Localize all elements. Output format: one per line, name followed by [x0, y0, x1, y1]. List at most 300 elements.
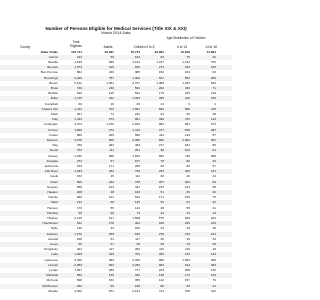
county-cell: Davison — [46, 137, 58, 142]
age-6-13-cell: 189 — [158, 221, 164, 226]
age-14-18-cell: 66 — [186, 111, 190, 116]
adults-cell: 329 — [108, 252, 114, 257]
adults-cell: 66 — [110, 283, 114, 288]
age-14-18-cell: 6 — [188, 101, 190, 106]
total-eligibles-cell: 208 — [76, 189, 82, 194]
children-0-5-cell: 771 — [134, 267, 140, 272]
age-14-18-cell: 274 — [184, 252, 190, 257]
adults-cell: 145 — [108, 91, 114, 96]
adults-cell: 67 — [110, 158, 114, 163]
county-cell: Corson — [48, 127, 58, 132]
adults-header: Adults — [103, 45, 113, 49]
total-eligibles-cell: 766 — [76, 143, 82, 148]
age-14-18-cell: 61 — [186, 200, 190, 205]
adults-cell: 27 — [110, 241, 114, 246]
age-14-18-cell: 591 — [184, 75, 190, 80]
age-14-18-cell: 202 — [184, 179, 190, 184]
total-eligibles-cell: 1,074 — [74, 65, 82, 70]
county-cell: Campbell — [44, 101, 58, 106]
county-cell: Bon Homme — [40, 70, 58, 75]
children-0-5-cell: 105 — [134, 226, 140, 231]
age-19-plus-cell: 33 — [212, 236, 216, 241]
total-eligibles-cell: 800 — [76, 179, 82, 184]
age-6-13-cell: 346 — [158, 117, 164, 122]
age-6-13-cell: 884 — [158, 122, 164, 127]
age-14-18-cell: 69 — [186, 189, 190, 194]
total-eligibles-cell: 3,073 — [74, 122, 82, 127]
age-19-plus-cell: 149 — [210, 91, 216, 96]
age-19-plus-cell: 4 — [214, 101, 216, 106]
county-cell: Haakon — [47, 189, 58, 194]
county-cell: Brookings — [44, 75, 58, 80]
adults-cell: 242 — [108, 179, 114, 184]
children-0-5-cell: 3,767 — [132, 80, 140, 85]
total-eligibles-cell: 562 — [76, 273, 82, 278]
total-eligibles-cell: 669 — [76, 195, 82, 200]
age-19-plus-cell: 24 — [212, 174, 216, 179]
total-eligibles-cell: 3,002 — [74, 288, 82, 293]
adults-cell: 117 — [109, 247, 114, 252]
children-0-5-cell: 533 — [134, 195, 140, 200]
county-cell: Beadle — [48, 59, 58, 64]
county-cell: Hughes — [47, 215, 58, 220]
age-19-plus-cell: 130 — [210, 267, 216, 272]
adults-cell: 59 — [110, 54, 114, 59]
age-14-18-cell: 546 — [184, 127, 190, 132]
total-eligibles-cell: 642 — [76, 221, 82, 226]
total-eligibles-cell: 864 — [76, 70, 82, 75]
age-6-13-cell: 48 — [160, 205, 164, 210]
total-eligibles-cell: 95 — [78, 241, 82, 246]
total-eligibles-cell: 2,953 — [74, 262, 82, 267]
adults-cell: 153 — [108, 278, 114, 283]
adults-cell: 120 — [108, 273, 114, 278]
age-19-plus-cell: 373 — [210, 122, 216, 127]
adults-cell: 1,301 — [106, 80, 114, 85]
adults-cell: 45 — [110, 174, 114, 179]
adults-cell: 1,070 — [106, 122, 114, 127]
children-0-5-cell: 222 — [134, 111, 140, 116]
total-eligibles-cell: 179 — [76, 205, 82, 210]
adults-cell: 178 — [108, 221, 114, 226]
adults-cell: 16 — [110, 101, 114, 106]
age-6-13-cell: 908 — [158, 257, 164, 262]
adults-cell: 240 — [108, 85, 114, 90]
children-0-5-cell: 2,183 — [132, 122, 140, 127]
age-6-13-cell: 163 — [158, 184, 164, 189]
county-cell: Clay — [51, 117, 58, 122]
age-14-18-cell: 372 — [184, 117, 190, 122]
age-19-plus-cell: 71 — [212, 85, 216, 90]
county-cell: Marshall — [46, 273, 58, 278]
age-6-13-cell: 377 — [158, 127, 164, 132]
total-eligibles-cell: 213 — [76, 200, 82, 205]
age-19-plus-cell: 85 — [212, 143, 216, 148]
county-cell: Brule — [50, 85, 58, 90]
children-0-5-cell: 261 — [134, 148, 140, 153]
age-19-plus-cell: 19 — [212, 210, 216, 215]
adults-cell: 255 — [108, 231, 114, 236]
children-0-5-cell: 478 — [134, 179, 140, 184]
adults-cell: 286 — [108, 267, 114, 272]
age-19-plus-cell: 69 — [212, 179, 216, 184]
age-6-13-cell: 51 — [160, 189, 164, 194]
county-cell: Lawrence — [44, 257, 58, 262]
total-eligibles-cell: 2,311 — [74, 106, 82, 111]
age-19-plus-cell: 61 — [212, 148, 216, 153]
age-group-header: Age Distribution of Children — [166, 36, 206, 40]
age-6-13-cell: 411 — [159, 132, 164, 137]
age-19-plus-cell: 57 — [212, 132, 216, 137]
age-14-18-cell: 609 — [184, 215, 190, 220]
age-14-18-cell: 169 — [184, 195, 190, 200]
total-eligibles-cell: 5,102 — [74, 80, 82, 85]
children-0-5-cell: 815 — [134, 231, 140, 236]
adults-cell: 442 — [108, 96, 114, 101]
age-14-18-cell: 102 — [184, 148, 190, 153]
age-6-13-cell: 171 — [158, 195, 164, 200]
children-0-5-cell: 580 — [134, 132, 140, 137]
children-0-5-cell: 208 — [134, 163, 140, 168]
children-0-5-cell: 464 — [134, 221, 140, 226]
age-14-18-cell: 978 — [184, 288, 190, 293]
children-0-5-cell: 700 — [134, 252, 140, 257]
children-0-5-cell: 45 — [136, 101, 140, 106]
total-eligibles-cell: 2,246 — [74, 75, 82, 80]
report-title: Number of Persons Eligible for Medical Services (Title XIX & XXI) — [45, 26, 187, 31]
age-19-plus-cell: 324 — [210, 215, 216, 220]
children-0-5-cell: 2,396 — [132, 137, 140, 142]
age-19-plus-cell: 63 — [212, 70, 216, 75]
age-6-13-cell: 78 — [160, 158, 164, 163]
adults-cell: 871 — [108, 288, 114, 293]
total-eligibles-cell: 4,545 — [74, 59, 82, 64]
age-14-18-cell: 69 — [186, 283, 190, 288]
adults-cell: 171 — [108, 163, 114, 168]
county-cell: Grant — [50, 179, 58, 184]
age-19-plus-cell: 146 — [210, 117, 216, 122]
age-6-13-cell: 278 — [158, 231, 164, 236]
age-6-13-cell: 202 — [158, 85, 164, 90]
age-6-13-cell: 175 — [158, 91, 164, 96]
age-19-plus-cell: 21 — [212, 205, 216, 210]
county-cell: State Totals — [40, 49, 58, 54]
children-0-5-cell: 2,131 — [132, 288, 140, 293]
total-eligibles-cell: 401 — [76, 247, 82, 252]
age-6-13-cell: 1,389 — [156, 80, 164, 85]
children-0-5-cell: 117 — [135, 236, 140, 241]
county-cell: Deuel — [49, 148, 58, 153]
age-14-18-cell: 23 — [186, 241, 190, 246]
age-6-13-cell: 892 — [158, 137, 164, 142]
age-6-13-cell: 152 — [158, 70, 164, 75]
age-19-plus-cell: 383 — [210, 262, 216, 267]
county-cell: Jackson — [46, 231, 58, 236]
age-6-13-cell: 1,017 — [156, 59, 164, 64]
total-eligibles-cell: 749 — [76, 85, 82, 90]
county-cell: Meade — [48, 288, 58, 293]
age-14-18-cell: 34 — [186, 226, 190, 231]
age-14-18-cell: 31 — [186, 210, 190, 215]
adults-cell: 26 — [110, 210, 114, 215]
adults-cell: 372 — [108, 127, 114, 132]
adults-cell: 334 — [108, 169, 114, 174]
age-19-plus-cell: 75 — [212, 195, 216, 200]
children-0-5-cell: 709 — [134, 169, 140, 174]
age-14-18-cell: 55 — [186, 205, 190, 210]
age-19-plus-cell: 412 — [210, 288, 216, 293]
age-19-plus-cell: 20 — [212, 241, 216, 246]
adults-cell: 419 — [108, 65, 114, 70]
county-cell: Faulk — [50, 174, 58, 179]
adults-cell: 819 — [108, 137, 114, 142]
county-cell: Edmunds — [44, 163, 58, 168]
total-eligibles-cell: 2,232 — [74, 153, 82, 158]
age-14-18-cell: 82 — [186, 163, 190, 168]
adults-cell: 757 — [108, 75, 114, 80]
age-6-13-cell: 233 — [158, 169, 164, 174]
age-19-plus-cell: 85 — [212, 184, 216, 189]
age-14-18-cell: 343 — [184, 65, 190, 70]
total-eligibles-cell: 262 — [76, 283, 82, 288]
children-0-5-cell: 284 — [134, 247, 140, 252]
county-cell: Hyde — [50, 226, 58, 231]
county-cell: Hand — [50, 200, 58, 205]
age-6-13-cell: 138 — [158, 273, 164, 278]
age-19-plus-cell: 165 — [210, 96, 216, 101]
age-6-13-cell: 556 — [158, 106, 164, 111]
age-19-plus-cell: 106 — [210, 65, 216, 70]
county-cell: Aurora — [48, 54, 58, 59]
adults-cell: 193 — [108, 184, 114, 189]
adults-cell: 246 — [108, 70, 114, 75]
age-6-13-cell: 116 — [159, 247, 164, 252]
age-14-18-cell: 191 — [184, 184, 190, 189]
total-eligibles-cell: 319 — [76, 163, 82, 168]
county-cell: Fall River — [44, 169, 58, 174]
age-19-plus-cell: 76 — [212, 278, 216, 283]
total-eligibles-cell: 267 — [76, 111, 82, 116]
age-14-18-cell: 12,810 — [180, 49, 190, 54]
children-0-5-cell: 483 — [134, 143, 140, 148]
age-6-13-cell: 292 — [158, 252, 164, 257]
children-0-5-cell: 385 — [134, 70, 140, 75]
age-19-plus-cell: 484 — [210, 257, 216, 262]
adults-cell: 960 — [108, 59, 114, 64]
children-0-5-cell: 1,567 — [132, 106, 140, 111]
total-eligibles-cell: 1,043 — [74, 169, 82, 174]
age-19-plus-cell: 106 — [210, 221, 216, 226]
age-6-13-cell: 575 — [158, 215, 164, 220]
age-19-plus-cell: 57 — [212, 163, 216, 168]
age-14-18-cell: 39 — [186, 236, 190, 241]
children-0-5-cell: 145 — [134, 200, 140, 205]
county-cell: Hutchinson — [42, 221, 58, 226]
age-19-plus-cell: 383 — [210, 153, 216, 158]
total-eligibles-cell: 115,711 — [71, 49, 82, 54]
age-14-18-cell: 861 — [184, 122, 190, 127]
adults-cell: 993 — [108, 257, 114, 262]
age-14-18-cell: 170 — [184, 273, 190, 278]
adults-cell: 283 — [108, 143, 114, 148]
children-0-5-cell: 68 — [136, 241, 140, 246]
children-0-5-cell: 160 — [134, 189, 140, 194]
age-6-13-cell: 52 — [160, 200, 164, 205]
county-cell: Harding — [47, 210, 58, 215]
adults-cell: 44 — [110, 226, 114, 231]
age-6-13-cell: 14 — [160, 101, 164, 106]
total-eligibles-cell: 274 — [76, 158, 82, 163]
children-0-5-cell: 3,193 — [132, 59, 140, 64]
age-14-18-cell: 157 — [184, 278, 190, 283]
children-0-5-cell: 421 — [134, 184, 140, 189]
age-19-plus-cell: 20 — [212, 189, 216, 194]
children-0-5-header: Children 0 to 5 — [133, 45, 155, 49]
age-6-13-cell: 465 — [158, 96, 164, 101]
age-6-13-cell: 122 — [158, 278, 164, 283]
age-19-plus-cell: 542 — [210, 80, 216, 85]
age-14-18-cell: 308 — [184, 267, 190, 272]
age-14-18-cell: 225 — [184, 91, 190, 96]
children-0-5-cell: 542 — [134, 91, 140, 96]
total-eligibles-cell: 1,029 — [74, 252, 82, 257]
total-eligibles-cell: 658 — [76, 184, 82, 189]
age-19-plus-cell: 381 — [210, 137, 216, 142]
age-19-plus-cell: 164 — [210, 231, 216, 236]
age-14-18-cell: 1,054 — [182, 257, 190, 262]
age-14-18-cell: 1,009 — [182, 137, 190, 142]
adults-cell: 574 — [108, 117, 114, 122]
age-14-18-cell: 40 — [186, 174, 190, 179]
age-6-13-cell: 963 — [158, 262, 164, 267]
age-14-18-cell: 440 — [184, 96, 190, 101]
adults-cell: 617 — [108, 215, 114, 220]
children-0-5-cell: 1,393 — [132, 96, 140, 101]
age-14-18-cell: 75 — [186, 54, 190, 59]
county-cell: Codington — [43, 122, 58, 127]
county-cell: Hamlin — [48, 195, 58, 200]
age-6-13-cell: 29,681 — [154, 49, 164, 54]
county-cell: Brown — [49, 80, 58, 85]
children-0-5-cell: 76,774 — [130, 49, 140, 54]
age-6-13-cell: 741 — [158, 288, 164, 293]
total-eligibles-cell: 1,070 — [74, 231, 82, 236]
children-0-5-cell: 163 — [134, 54, 140, 59]
adults-cell: 55 — [110, 205, 114, 210]
total-eligibles-cell: 99 — [78, 210, 82, 215]
total-eligibles-cell: 1,433 — [74, 117, 82, 122]
age-6-13-cell: 64 — [160, 111, 164, 116]
children-0-5-cell: 197 — [134, 158, 140, 163]
age-19-plus-cell: 32 — [212, 54, 216, 59]
county-cell: Lake — [51, 252, 58, 257]
age-14-18-cell: 1,463 — [182, 80, 190, 85]
county-cell: Gregory — [46, 184, 58, 189]
age-6-13-cell: 98 — [160, 148, 164, 153]
age-6-13-cell: 69 — [160, 163, 164, 168]
county-cell: Hanson — [47, 205, 58, 210]
county-cell: Charles Mix — [41, 106, 58, 111]
adults-cell: 51 — [110, 236, 114, 241]
age-14-18-cell: 80 — [186, 158, 190, 163]
age-19-plus-cell: 32 — [212, 200, 216, 205]
children-0-5-cell: 196 — [134, 283, 140, 288]
age-6-13-cell: 86 — [160, 283, 164, 288]
adults-cell: 693 — [108, 262, 114, 267]
age-14-18-cell: 668 — [184, 106, 190, 111]
age-14-18-cell: 169 — [184, 221, 190, 226]
adults-cell: 111 — [109, 148, 114, 153]
county-header: County — [20, 45, 31, 49]
age-19-plus-cell: 14,664 — [206, 49, 216, 54]
age-19-plus-cell: 134 — [210, 252, 216, 257]
age-19-plus-cell: 48 — [212, 111, 216, 116]
adults-cell: 131 — [108, 195, 114, 200]
age-14-18-cell: 305 — [184, 169, 190, 174]
age-19-plus-cell: 476 — [210, 59, 216, 64]
age-6-13-cell: 503 — [158, 153, 164, 158]
age-6-13-cell: 25 — [160, 241, 164, 246]
adults-cell: 205 — [108, 132, 114, 137]
age-14-18-cell: 143 — [184, 132, 190, 137]
adults-cell: 48 — [110, 189, 114, 194]
total-eligibles-cell: 372 — [76, 148, 82, 153]
children-0-5-cell: 2,446 — [132, 257, 140, 262]
adults-cell: 703 — [108, 106, 114, 111]
county-cell: Clark — [50, 111, 58, 116]
children-0-5-cell: 442 — [134, 273, 140, 278]
age-14-18-cell: 164 — [184, 70, 190, 75]
total-eligibles-cell: 3,439 — [74, 257, 82, 262]
total-eligibles-cell: 2,125 — [74, 215, 82, 220]
children-0-5-cell: 935 — [134, 65, 140, 70]
total-eligibles-cell: 1,057 — [74, 267, 82, 272]
age-6-13-cell: 60 — [160, 54, 164, 59]
county-cell: Bennett — [47, 65, 58, 70]
county-cell: Custer — [48, 132, 58, 137]
total-eligibles-cell: 153 — [76, 174, 82, 179]
total-eligibles-cell: 149 — [76, 226, 82, 231]
report-subtitle: March 2014 Data — [101, 31, 131, 35]
age-19-plus-cell: 134 — [210, 273, 216, 278]
county-cell: Lyman — [48, 267, 58, 272]
total-eligibles-cell: 244 — [76, 54, 82, 59]
children-0-5-cell: 111 — [135, 174, 140, 179]
age-19-plus-cell: 48 — [212, 226, 216, 231]
county-cell: Lincoln — [48, 262, 58, 267]
children-0-5-cell: 2,260 — [132, 262, 140, 267]
age-19-plus-cell: 40 — [212, 158, 216, 163]
children-0-5-cell: 355 — [134, 278, 140, 283]
children-0-5-cell: 1,113 — [132, 127, 140, 132]
age-19-plus-cell: 253 — [210, 75, 216, 80]
county-cell: Buffalo — [48, 91, 58, 96]
children-0-5-cell: 1,634 — [132, 153, 140, 158]
total-eligibles-cell: 1,735 — [74, 96, 82, 101]
total-eligibles-header: Total Eligibles — [70, 40, 82, 48]
age-14-18-header: 14 to 18 — [205, 45, 217, 49]
county-cell: Jones — [49, 241, 58, 246]
age-14-18-cell: 373 — [184, 231, 190, 236]
age-6-13-cell: 243 — [158, 267, 164, 272]
county-cell: Day — [52, 143, 58, 148]
age-14-18-cell: 181 — [184, 143, 190, 148]
total-eligibles-cell: 1,800 — [74, 127, 82, 132]
age-19-plus-cell: 287 — [210, 127, 216, 132]
age-6-13-cell: 45 — [160, 236, 164, 241]
county-cell: McPherson — [42, 283, 58, 288]
adults-cell: 598 — [108, 153, 114, 158]
